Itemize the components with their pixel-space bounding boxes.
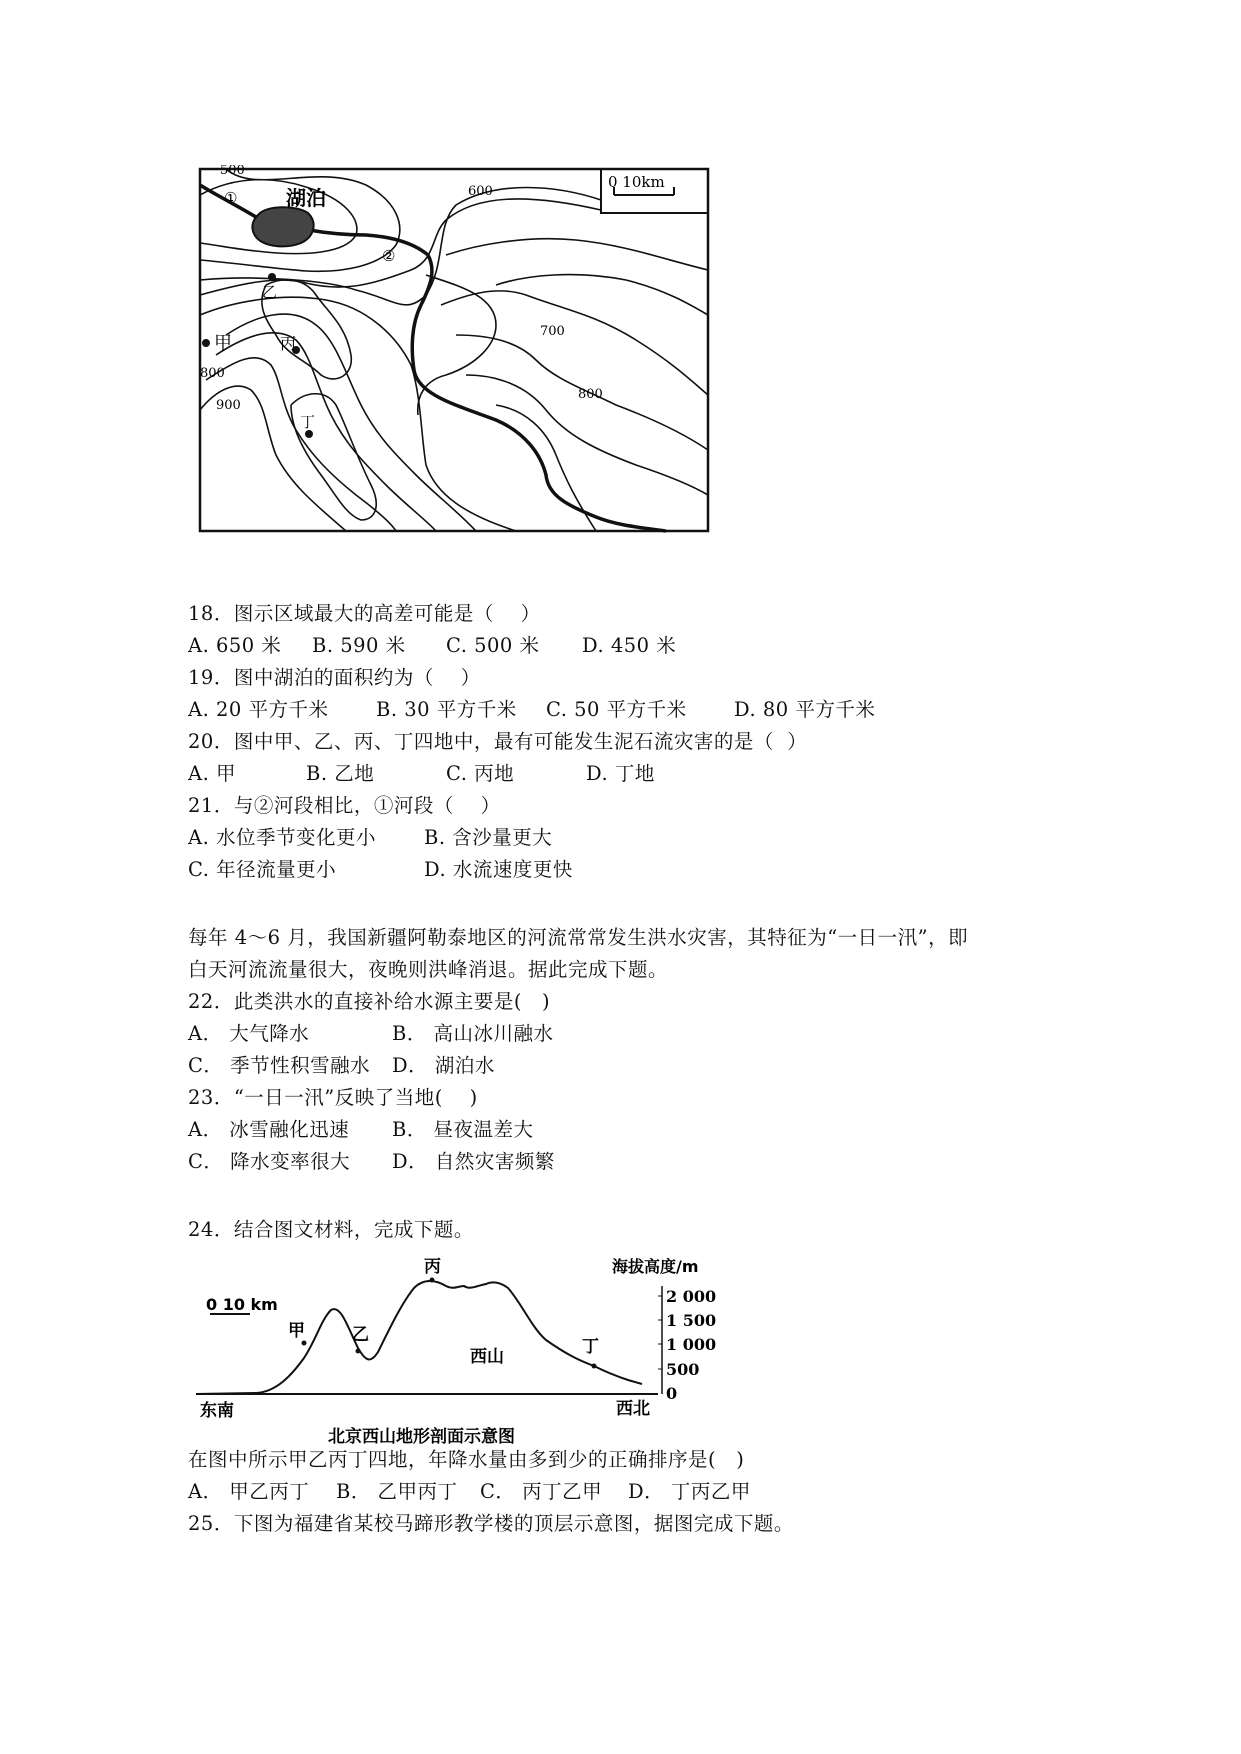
q24-option-b: B． 乙甲丙丁 <box>336 1480 458 1503</box>
q23-option-b: B． 昼夜温差大 <box>392 1118 534 1141</box>
profile-point-bing <box>430 1278 435 1283</box>
q23-stem: 23．“一日一汛”反映了当地( ) <box>188 1086 478 1109</box>
profile-left-dir: 东南 <box>200 1401 234 1421</box>
point-jia-dot <box>202 339 210 347</box>
q21-option-d: D. 水流速度更快 <box>424 858 573 881</box>
q20-option-b: B. 乙地 <box>306 762 375 785</box>
q19-option-d: D. 80 平方千米 <box>734 698 876 721</box>
point-yi-dot <box>268 273 276 281</box>
q22-option-b: B． 高山冰川融水 <box>392 1022 554 1045</box>
q18-option-c: C. 500 米 <box>446 634 540 657</box>
q24-option-c: C． 丙丁乙甲 <box>480 1480 603 1503</box>
q20-option-d: D. 丁地 <box>586 762 655 785</box>
q18-option-d: D. 450 米 <box>582 634 677 657</box>
q24-sub-stem: 在图中所示甲乙丙丁四地，年降水量由多到少的正确排序是( ) <box>188 1448 745 1471</box>
q19-stem: 19．图中湖泊的面积约为（ ） <box>188 666 481 689</box>
profile-mountain-label: 西山 <box>470 1347 504 1367</box>
q21-option-a: A. 水位季节变化更小 <box>188 826 376 849</box>
contour-label-800-left: 800 <box>200 366 225 381</box>
point-yi-label: 乙 <box>262 283 278 301</box>
contour-label-800-right: 800 <box>578 387 603 402</box>
profile-point-jia <box>302 1341 307 1346</box>
lake-label: 湖泊 <box>286 186 326 210</box>
scale-label: 0 10km <box>608 173 665 191</box>
q20-option-c: C. 丙地 <box>446 762 515 785</box>
profile-scale: 0 10 km <box>206 1295 278 1314</box>
q23-option-d: D． 自然灾害频繁 <box>392 1150 555 1173</box>
point-ding-dot <box>305 430 313 438</box>
contour-map <box>196 165 716 535</box>
q22-option-a: A． 大气降水 <box>188 1022 310 1045</box>
profile-label-ding: 丁 <box>582 1337 599 1357</box>
tick-1500: 1 500 <box>666 1311 717 1330</box>
contour-label-500: 500 <box>220 165 245 178</box>
point-ding-label: 丁 <box>300 413 316 431</box>
profile-point-ding <box>592 1364 597 1369</box>
tick-2000: 2 000 <box>666 1287 717 1306</box>
q22-option-c: C． 季节性积雪融水 <box>188 1054 371 1077</box>
q18-option-b: B. 590 米 <box>312 634 406 657</box>
q21-option-c: C. 年径流量更小 <box>188 858 337 881</box>
tick-1000: 1 000 <box>666 1335 717 1354</box>
tick-500: 500 <box>666 1360 700 1379</box>
q24-stem: 24．结合图文材料，完成下题。 <box>188 1218 474 1241</box>
q20-stem: 20．图中甲、乙、丙、丁四地中，最有可能发生泥石流灾害的是（ ） <box>188 730 808 753</box>
point-bing-label: 丙 <box>280 334 297 353</box>
river-marker-2: ② <box>382 247 396 265</box>
q25-stem: 25．下图为福建省某校马蹄形教学楼的顶层示意图，据图完成下题。 <box>188 1512 794 1535</box>
q21-option-b: B. 含沙量更大 <box>424 826 553 849</box>
profile-ticks <box>658 1287 716 1403</box>
q20-option-a: A. 甲 <box>188 762 236 785</box>
profile-chart <box>196 1248 756 1444</box>
lake-shape <box>252 207 313 246</box>
tick-0: 0 <box>666 1384 678 1403</box>
passage-line-1: 每年 4～6 月，我国新疆阿勒泰地区的河流常常发生洪水灾害，其特征为“一日一汛”，即 <box>188 926 969 949</box>
passage-line-2: 白天河流流量很大，夜晚则洪峰消退。据此完成下题。 <box>188 958 669 981</box>
q23-option-a: A． 冰雪融化迅速 <box>188 1118 350 1141</box>
profile-ylabel: 海拔高度/m <box>612 1257 699 1276</box>
profile-point-yi <box>356 1349 361 1354</box>
profile-title: 北京西山地形剖面示意图 <box>328 1427 515 1444</box>
q18-stem: 18．图示区域最大的高差可能是（ ） <box>188 602 541 625</box>
profile-label-bing: 丙 <box>424 1257 441 1277</box>
q21-stem: 21．与②河段相比，①河段（ ） <box>188 794 501 817</box>
q23-option-c: C． 降水变率很大 <box>188 1150 351 1173</box>
profile-label-yi: 乙 <box>352 1325 369 1345</box>
contour-label-700: 700 <box>540 324 565 339</box>
q24-option-a: A． 甲乙丙丁 <box>188 1480 310 1503</box>
q22-option-d: D． 湖泊水 <box>392 1054 495 1077</box>
q19-option-a: A. 20 平方千米 <box>188 698 329 721</box>
q22-stem: 22．此类洪水的直接补给水源主要是( ) <box>188 990 551 1013</box>
contour-label-600: 600 <box>468 184 493 199</box>
q18-option-a: A. 650 米 <box>188 634 282 657</box>
profile-right-dir: 西北 <box>616 1399 650 1419</box>
contour-label-900: 900 <box>216 398 241 413</box>
q19-option-b: B. 30 平方千米 <box>376 698 517 721</box>
point-jia-label: 甲 <box>214 333 232 354</box>
profile-label-jia: 甲 <box>288 1321 305 1341</box>
q19-option-c: C. 50 平方千米 <box>546 698 687 721</box>
river-marker-1: ① <box>224 189 238 207</box>
q24-option-d: D． 丁丙乙甲 <box>628 1480 751 1503</box>
